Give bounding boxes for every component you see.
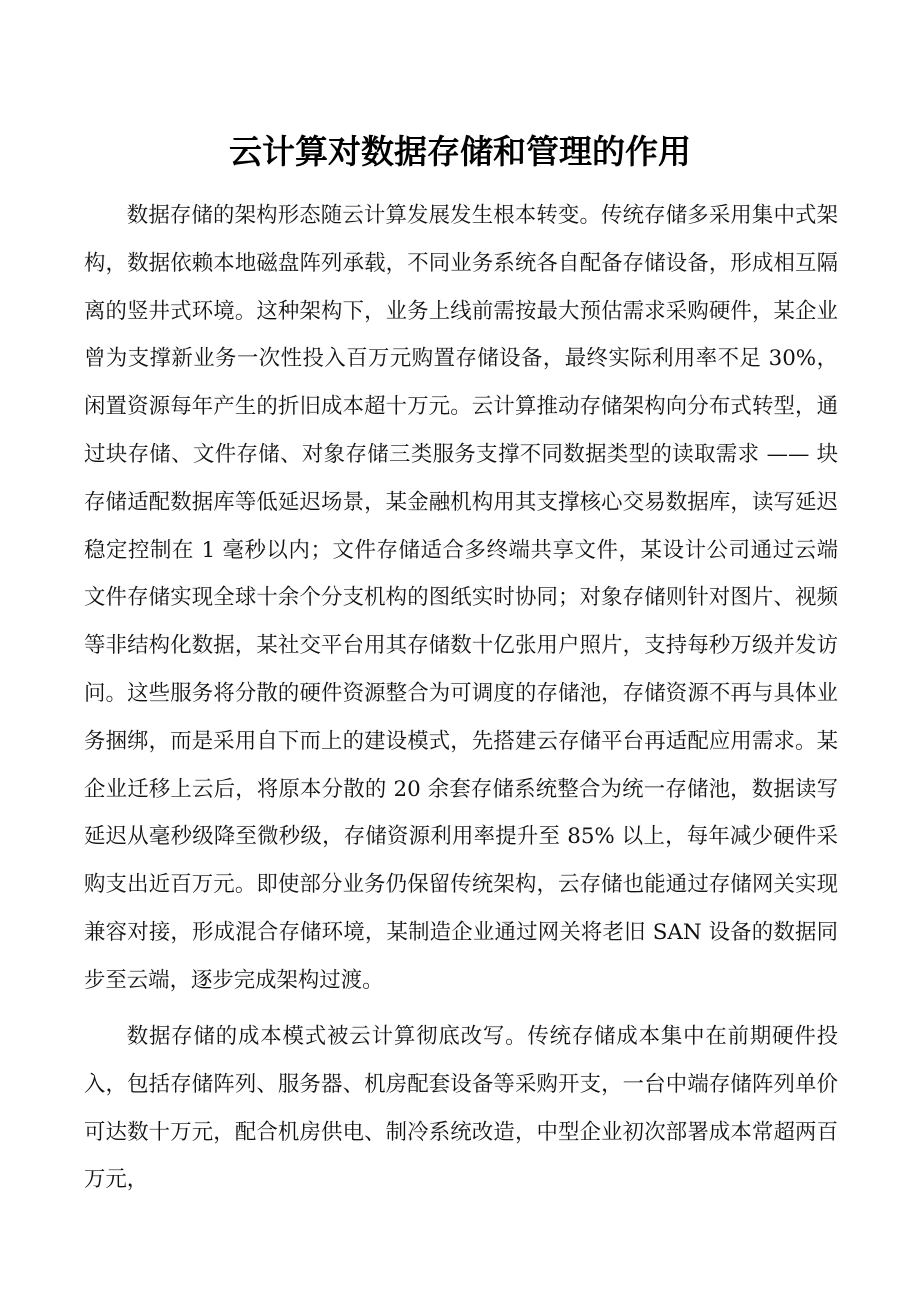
paragraph-cost-model: 数据存储的成本模式被云计算彻底改写。传统存储成本集中在前期硬件投入，包括存储阵列、服务器、机房配套设备等采购开支，一台中端存储阵列单价可达数十万元，配合机房供电、制冷系统改造，中型企业初次部署成本常超两百万元，	[84, 1024, 838, 1193]
paragraph-architecture: 数据存储的架构形态随云计算发展发生根本转变。传统存储多采用集中式架构，数据依赖本地磁盘阵列承载，不同业务系统各自配备存储设备，形成相互隔离的竖井式环境。这种架构下，业务上线前需按最大预估需求采购硬件，某企业曾为支撑新业务一次性投入百万元购置存储设备，最终实际利用率不足 30%，闲置资源每年产生的折旧成本超十万元。云计算推动存储架构向分布式转型，通过块存储、文件存储、对象存储三类服务支撑不同数据类型的读取需求 —— 块存储适配数据库等低延迟场景，某金融机构用其支撑核心交易数据库，读写延迟稳定控制在 1 毫秒以内；文件存储适合多终端共享文件，某设计公司通过云端文件存储实现全球十余个分支机构的图纸实时协同；对象存储则针对图片、视频等非结构化数据，某社交平台用其存储数十亿张用户照片，支持每秒万级并发访问。这些服务将分散的硬件资源整合为可调度的存储池，存储资源不再与具体业务捆绑，而是采用自下而上的建设模式，先搭建云存储平台再适配应用需求。某企业迁移上云后，将原本分散的 20 余套存储系统整合为统一存储池，数据读写延迟从毫秒级降至微秒级，存储资源利用率提升至 85% 以上，每年减少硬件采购支出近百万元。即使部分业务仍保留传统架构，云存储也能通过存储网关实现兼容对接，形成混合存储环境，某制造企业通过网关将老旧 SAN 设备的数据同步至云端，逐步完成架构过渡。	[84, 203, 838, 993]
document-title: 云计算对数据存储和管理的作用	[229, 132, 691, 171]
